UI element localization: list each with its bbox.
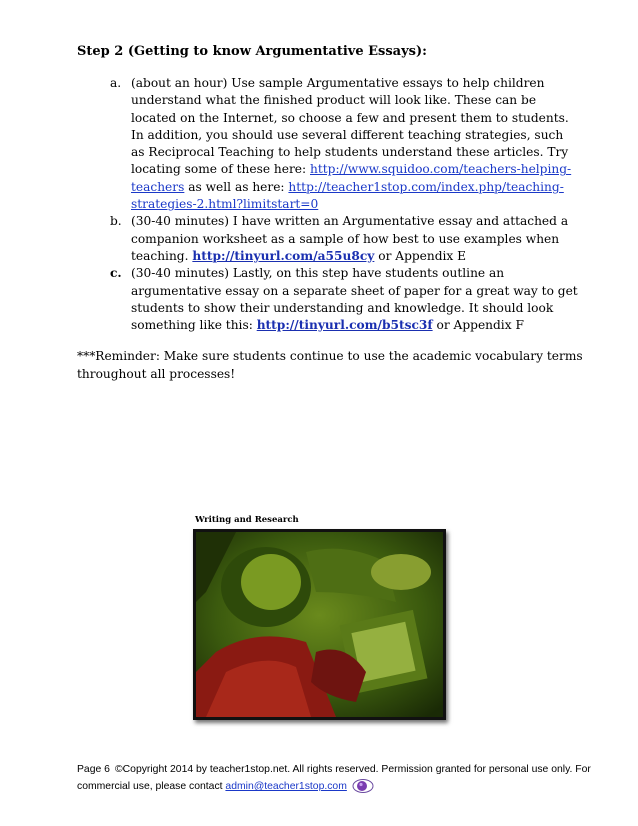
list-marker-a: a.	[110, 76, 122, 90]
list-item-a	[110, 75, 580, 213]
step-list	[110, 75, 580, 334]
reminder-note: ***Reminder: Make sure students continue to use the academic vocabulary terms throughout all processes!	[77, 349, 583, 381]
squidoo-link[interactable]: http://www.squidoo.com/teachers-helping-teachers	[131, 162, 572, 194]
page-number: Page 6	[77, 764, 110, 775]
list-marker-b: b.	[110, 214, 122, 229]
figure-caption: Writing and Research	[195, 515, 299, 525]
photo-image	[196, 532, 443, 717]
item-c-text-2: or Appendix F	[432, 318, 524, 333]
list-marker-c: c.	[110, 266, 122, 281]
copyright-text: ©Copyright 2014 by teacher1stop.net. All rights reserved. Permission granted for personal use only. For commercial use, please contact	[77, 764, 591, 792]
item-b-text: (30-40 minutes) I have written an Argumentative essay and attached a companion worksheet as a sample of how best to use examples when teaching.	[131, 214, 569, 263]
tinyurl-appendix-e-link[interactable]: http://tinyurl.com/a55u8cy	[192, 248, 375, 263]
writing-research-photo	[193, 529, 446, 720]
teacher1stop-logo-icon	[352, 778, 374, 794]
list-item-b	[110, 213, 580, 265]
step-heading: Step 2 (Getting to know Argumentative Essays):	[77, 44, 427, 59]
item-a-text: (about an hour) Use sample Argumentative essays to help children understand what the finished product will look like. These can be located on the Internet, so choose a few and present them to students. In addition, you should use several different teaching strategies, such as Reciprocal Teaching to help students understand these articles. Try locating some of these here:	[131, 76, 569, 177]
list-item-c	[110, 265, 580, 334]
item-b-text-2: or Appendix E	[374, 248, 467, 263]
teacher1stop-strategies-link[interactable]: http://teacher1stop.com/index.php/teaching-strategies-2.html?limitstart=0	[131, 179, 564, 212]
page-footer	[77, 761, 597, 795]
item-c-text: (30-40 minutes) Lastly, on this step have students outline an argumentative essay on a separate sheet of paper for a great way to get students to show their understanding and knowledge. It should look something like this:	[131, 266, 578, 333]
contact-email-link[interactable]: admin@teacher1stop.com	[225, 781, 347, 792]
item-a-text-2: as well as here:	[184, 179, 289, 194]
tinyurl-appendix-f-link[interactable]: http://tinyurl.com/b5tsc3f	[256, 318, 433, 333]
